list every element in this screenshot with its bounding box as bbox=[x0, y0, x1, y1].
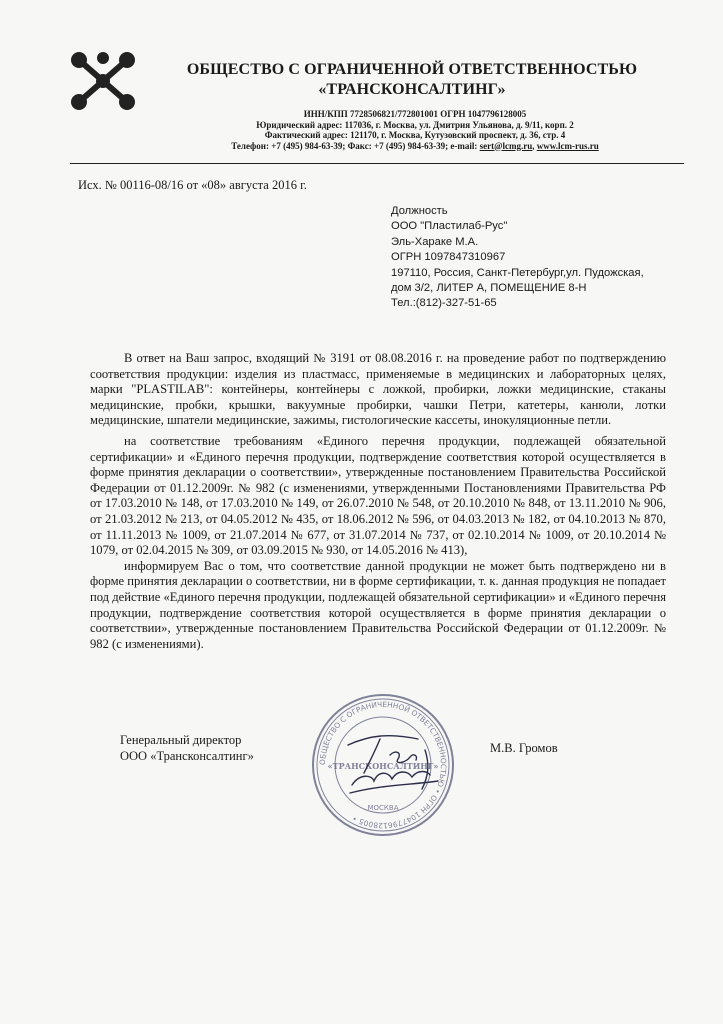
inn-line: ИНН/КПП 7728506821/772801001 ОГРН 1047796128005 bbox=[303, 109, 527, 119]
body-paragraph-requirements: на соответствие требованиям «Единого перечня продукции, подлежащей обязательной сертификации» и «Единого перечня продукции, подтверждение соответствия которой осуществляется в форме принятия декларации о соответствии», утвержденные постановлением Правительства Российской Федерации от 01.12.2009г. № 982 (с изменениями, утвержденными Постановлениями Правительства РФ от 17.03.2010 № 148, от 17.03.2010 № 149, от 26.07.2010 № 548, от 20.10.2010 № 848, от 13.11.2010 № 906, от 21.03.2012 № 213, от 04.05.2012 № 435, от 18.06.2012 № 596, от 04.03.2013 № 182, от 04.10.2013 № 870, от 11.11.2013 № 1009, от 21.07.2014 № 677, от 31.07.2014 № 737, от 02.10.2014 № 1009, от 20.10.2014 № 1079, от 02.04.2015 № 309, от 03.09.2015 № 930, от 14.05.2016 № 413), bbox=[90, 433, 666, 558]
company-requisites bbox=[150, 109, 680, 151]
letter-body bbox=[90, 351, 666, 652]
body-paragraph-request: В ответ на Ваш запрос, входящий № 3191 от 08.08.2016 г. на проведение работ по подтверждению соответствия продукции: изделия из пластмасс, применяемые в медицинских и лабораторных целях, марки "PLASTILAB": контейнеры, контейнеры с ложкой, пробирки, ложки медицинские, стаканы медицинские, пробки, крышки, вакуумные пробирки, чашки Петри, катетеры, канюли, лотки медицинские, шпатели медицинские, зажимы, гистологические кассеты, инокуляционные петли. bbox=[90, 351, 666, 428]
signatory-company: ООО «Трансконсалтинг» bbox=[120, 749, 254, 763]
body-paragraph-conclusion: информируем Вас о том, что соответствие данной продукции не может быть подтверждено ни в форме принятия декларации о соответствии, ни в форме сертификации, т. к. данная продукция не попадает под действие «Единого перечня продукции, подлежащей обязательной сертификации» и «Единого перечня продукции, подтверждение соответствия которой осуществляется в форме принятия декларации о соответствии», утвержденные постановлением Правительства Российской Федерации от 01.12.2009г. № 982 (с изменениями). bbox=[90, 558, 666, 651]
outgoing-number: Исх. № 00116-08/16 от «08» августа 2016 г. bbox=[78, 178, 307, 192]
stamp-outer-text: ОБЩЕСТВО С ОГРАНИЧЕННОЙ ОТВЕТСТВЕННОСТЬЮ • ОГРН 1047796128005 • bbox=[317, 699, 449, 831]
company-name bbox=[142, 60, 682, 100]
recipient-line: Должность bbox=[391, 205, 448, 217]
website-link[interactable]: www.lcm-rus.ru bbox=[536, 140, 599, 151]
email-link[interactable]: sert@lcmg.ru bbox=[479, 140, 533, 151]
stamp-city: МОСКВА bbox=[367, 804, 399, 812]
recipient-line: ООО "Пластилаб-Рус" bbox=[391, 220, 508, 233]
phone-fax: Телефон: +7 (495) 984-63-39; Факс: +7 (495) 984-63-39; e-mail: bbox=[231, 140, 480, 151]
recipient-line: Эль-Хараке М.А. bbox=[391, 235, 479, 248]
company-name-line2: «ТРАНСКОНСАЛТИНГ» bbox=[318, 81, 506, 98]
recipient-line: 197110, Россия, Санкт-Петербург,ул. Пудожская, bbox=[391, 266, 644, 279]
contacts-line bbox=[150, 141, 680, 152]
contacts-separator: , bbox=[532, 140, 537, 151]
signatory-position: Генеральный директор bbox=[120, 733, 242, 747]
stamp-center-text: «ТРАНСКОНСАЛТИНГ» bbox=[327, 761, 439, 771]
signatory-name: М.В. Громов bbox=[490, 741, 558, 755]
legal-address: Юридический адрес: 117036, г. Москва, ул. Дмитрия Ульянова, д. 9/11, корп. 2 bbox=[256, 119, 574, 130]
recipient-line: ОГРН 1097847310967 bbox=[391, 251, 506, 264]
recipient-line: Тел.:(812)-327-51-65 bbox=[391, 297, 497, 310]
signatory-title bbox=[120, 732, 254, 764]
handwritten-signature-icon bbox=[327, 715, 450, 805]
recipient-block bbox=[391, 204, 691, 312]
company-logo-icon bbox=[66, 50, 140, 112]
actual-address: Фактический адрес: 121170, г. Москва, Кутузовский проспект, д. 36, стр. 4 bbox=[264, 130, 566, 140]
header-divider bbox=[70, 163, 684, 164]
company-name-line1: ОБЩЕСТВО С ОГРАНИЧЕННОЙ ОТВЕТСТВЕННОСТЬЮ bbox=[186, 61, 638, 78]
recipient-line: дом 3/2, ЛИТЕР А, ПОМЕЩЕНИЕ 8-Н bbox=[391, 282, 587, 295]
